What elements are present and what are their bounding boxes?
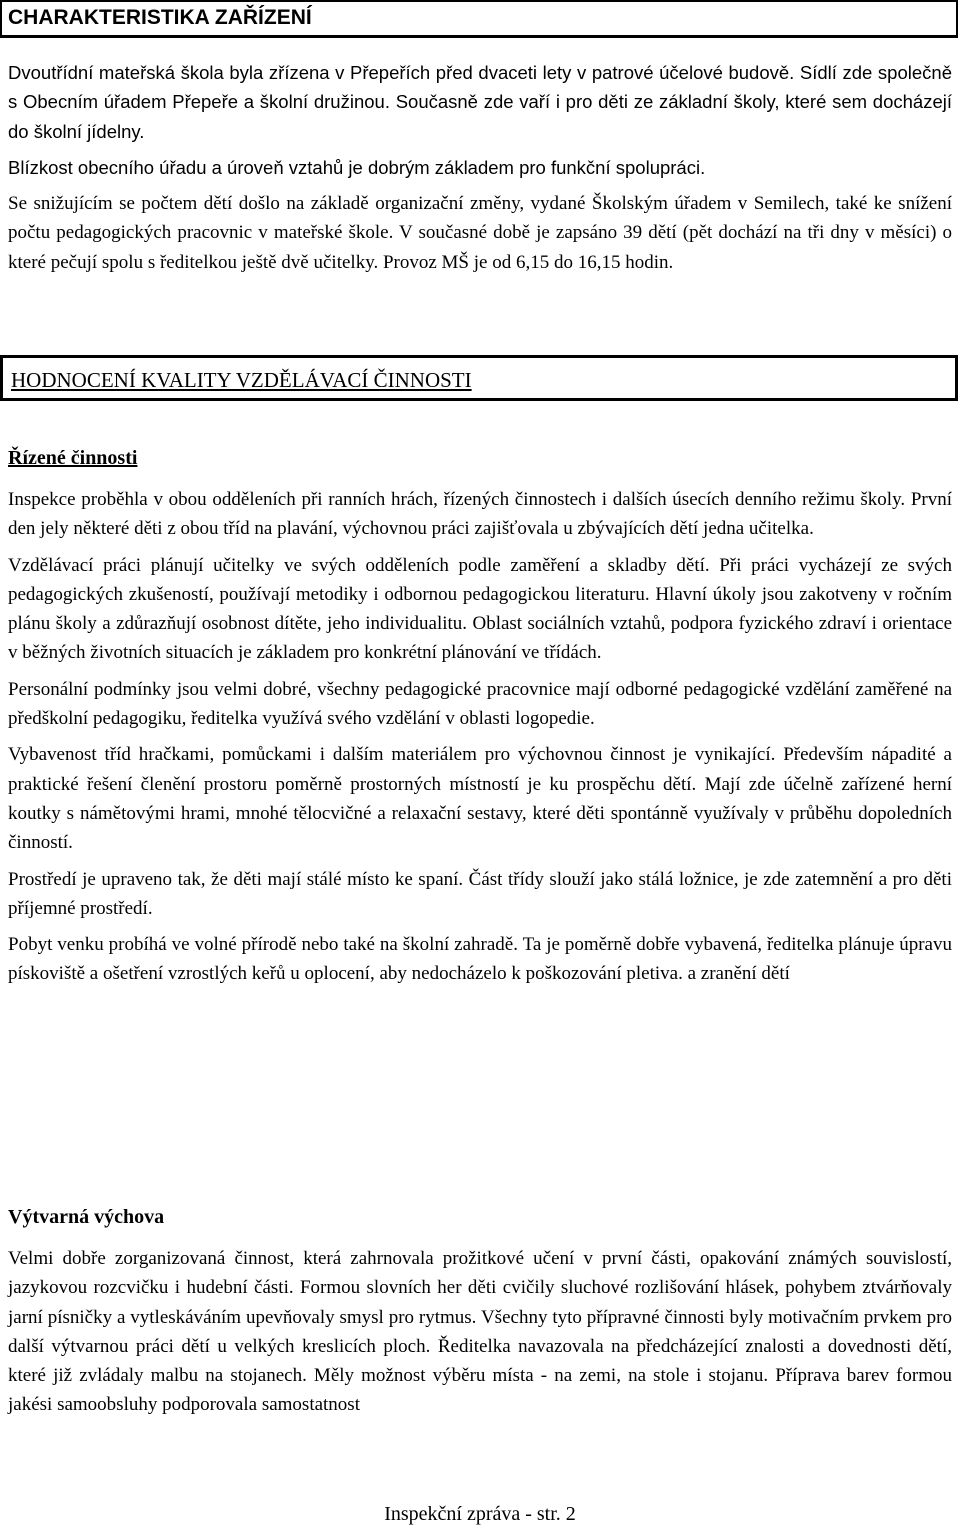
- section-heading-quality: [0, 355, 958, 401]
- guided-activities-text: [8, 485, 952, 996]
- paragraph: Dvoutřídní mateřská škola byla zřízena v Přepeřích před dvaceti lety v patrové účelové budově. Sídlí zde společně s Obecním úřadem Přepeře a školní družinou. Současně zde vaří i pro děti ze základní školy, které sem docházejí do školní jídelny.: [8, 62, 952, 142]
- staffing-text: [8, 189, 952, 284]
- paragraph: Se snižujícím se počtem dětí došlo na základě organizační změny, vydané Školským úřadem v Semilech, také ke snížení počtu pedagogických pracovnic v mateřské škole. V současné době je zapsáno 39 dětí (pět dochází na tři dny v měsíci) o které pečují spolu s ředitelkou ještě dvě učitelky. Provoz MŠ je od 6,15 do 16,15 hodin.: [8, 193, 952, 273]
- subheading-guided-activities: Řízené činnosti: [8, 447, 138, 469]
- paragraph: Pobyt venku probíhá ve volné přírodě nebo také na školní zahradě. Ta je poměrně dobře vybavená, ředitelka plánuje úpravu pískoviště a ošetření vzrostlých keřů u oplocení, aby nedocházelo k poškozování pletiva. a zranění dětí: [8, 934, 952, 985]
- art-education-text: [8, 1244, 952, 1427]
- paragraph: Blízkost obecního úřadu a úroveň vztahů je dobrým základem pro funkční spolupráci.: [8, 156, 706, 178]
- paragraph: Velmi dobře zorganizovaná činnost, která zahrnovala prožitkové učení v první části, opakování známých souvislostí, jazykovou rozcvičku i hudební části. Formou slovních her děti cvičily sluchové rozlišování hlásek, pohybem ztvárňovaly jarní písničky a vytleskáváním upevňovaly smysl pro rytmus. Všechny tyto přípravné činnosti byly motivačním prvkem pro další výtvarnou práci dětí u velkých kreslicích ploch. Ředitelka navazovala na předcházející znalosti a dovednosti dětí, které již zvládaly malbu na stojanech. Měly možnost výběru místa - na zemi, na stole i stojanu. Příprava barev formou jakési samoobsluhy podporovala samostatnost: [8, 1248, 952, 1416]
- section-heading-quality-label: HODNOCENÍ KVALITY VZDĚLÁVACÍ ČINNOSTI: [11, 368, 472, 392]
- paragraph: Inspekce proběhla v obou odděleních při ranních hrách, řízených činnostech i dalších úsecích denního režimu školy. První den jely některé děti z obou tříd na plavání, výchovnou práci zajišťovala u zbývajících dětí jedna učitelka.: [8, 489, 952, 540]
- subheading-art-education: Výtvarná výchova: [8, 1206, 165, 1228]
- paragraph: Prostředí je upraveno tak, že děti mají stálé místo ke spaní. Část třídy slouží jako stálá ložnice, je zde zatemnění a pro děti příjemné prostředí.: [8, 868, 952, 919]
- characteristics-text: [8, 58, 952, 182]
- section-heading-characteristics: CHARAKTERISTIKA ZAŘÍZENÍ: [0, 0, 958, 38]
- paragraph: Personální podmínky jsou velmi dobré, všechny pedagogické pracovnice mají odborné pedagogické vzdělání zaměřené na předškolní pedagogiku, ředitelka využívá svého vzdělání v oblasti logopedie.: [8, 678, 952, 730]
- paragraph: Vybavenost tříd hračkami, pomůckami i dalším materiálem pro výchovnou činnost je vynikající. Především nápadité a praktické řešení členění prostoru poměrně prostorných místností je ku prospěchu dětí. Mají zde účelně zařízené herní koutky s námětovými hrami, mnohé tělocvičné a relaxační sestavy, které děti spontánně využívaly v průběhu dopoledních činností.: [8, 744, 952, 854]
- paragraph: Vzdělávací práci plánují učitelky ve svých odděleních podle zaměření a skladby dětí. Při práci vycházejí ze svých pedagogických zkušeností, používají metodiky i odbornou pedagogickou literaturu. Hlavní úkoly jsou zakotveny v ročním plánu školy a zdůrazňují osobnost dítěte, jeho individualitu. Oblast sociálních vztahů, podpora fyzického zdraví i orientace v běžných životních situacích je základem pro konkrétní plánování ve třídách.: [8, 554, 952, 664]
- page-footer: Inspekční zpráva - str. 2: [384, 1503, 576, 1525]
